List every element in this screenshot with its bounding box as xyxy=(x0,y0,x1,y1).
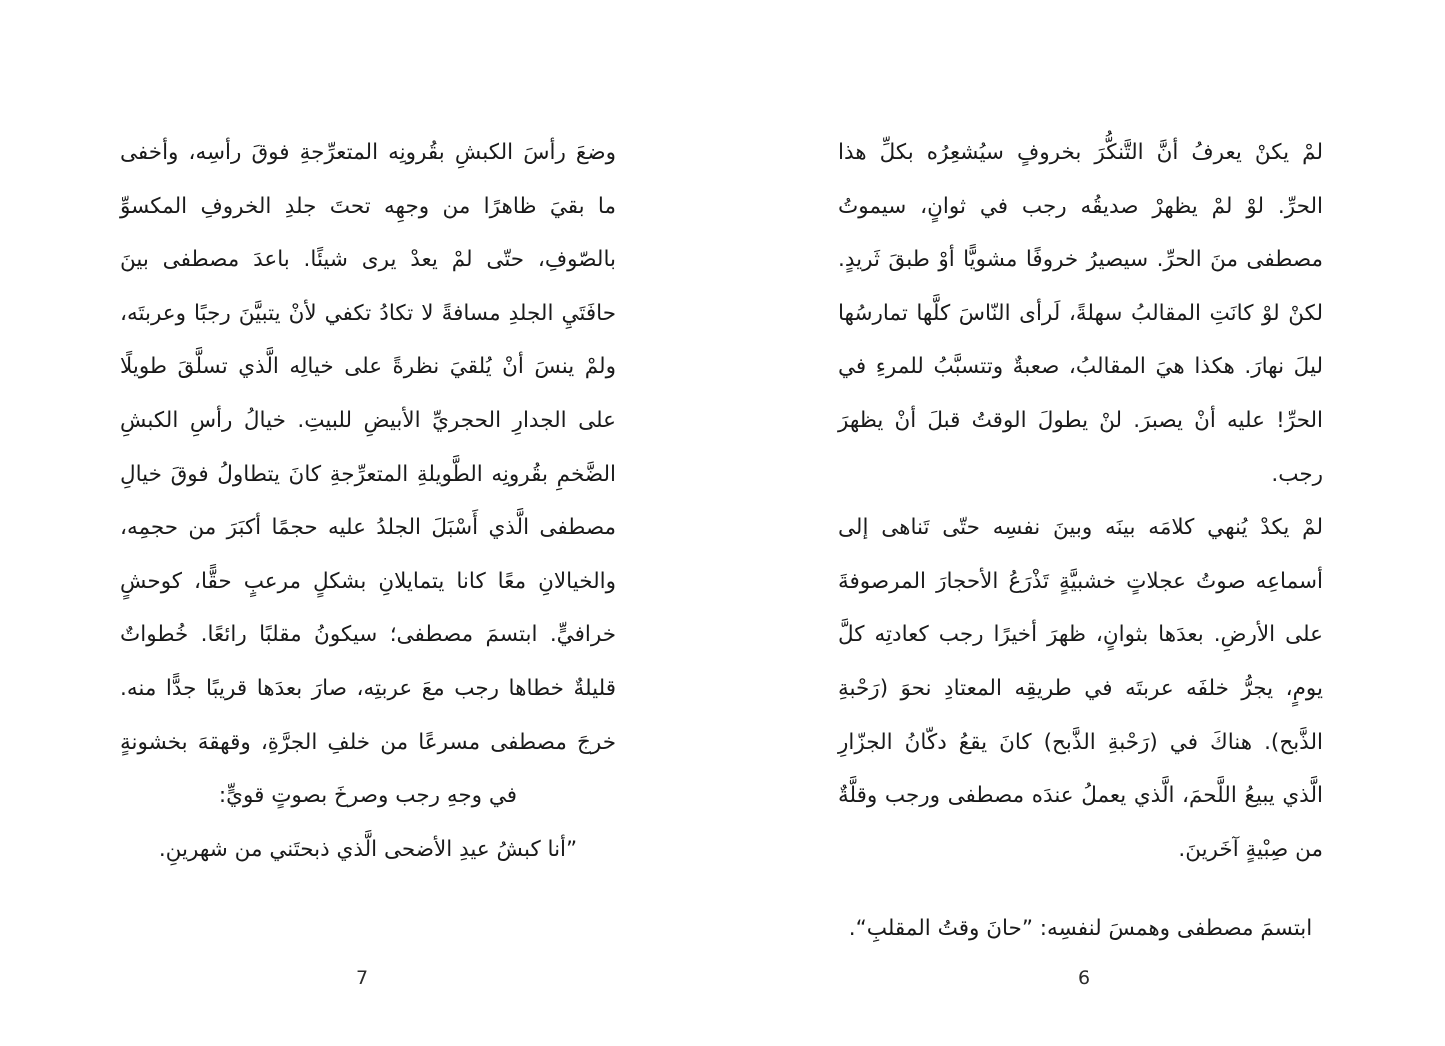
paragraph: ابتسمَ مصطفى وهمسَ لنفسِه: ”حانَ وقتُ المقلبِ“. xyxy=(848,916,1313,942)
paragraph: ”أنا كبشُ عيدِ الأضحى الَّذي ذبحتَني من شهرينِ. xyxy=(158,836,578,862)
page-right-textblock xyxy=(838,126,1323,956)
paragraph: وضعَ رأسَ الكبشِ بقُرونِه المتعرِّجةِ فوقَ رأسِه، وأخفى ما بقيَ ظاهرًا من وجهِه تحتَ جلدِ الخروفِ المكسوِّ بالصّوفِ، حتّى لمْ يعدْ يرى شيئًا. باعدَ مصطفى بينَ حافَتَيِ الجلدِ مسافةً لا تكادُ تكفي لأنْ يتبيَّنَ رجبًا وعربتَه، ولمْ ينسَ أنْ يُلقيَ نظرةً على خيالِه الَّذي تسلَّقَ طويلًا على الجدارِ الحجريِّ الأبيضِ للبيتِ. خيالُ رأسِ الكبشِ الضَّخمِ بقُرونِه الطَّويلةِ المتعرِّجةِ كانَ يتطاولُ فوقَ خيالِ مصطفى الَّذي أَسْبَلَ الجلدُ عليه حجمًا أكبَرَ من حجمِه، والخيالانِ معًا كانا يتمايلانِ بشكلٍ مرعبٍ حقًّا، كوحشٍ خرافيٍّ. ابتسمَ مصطفى؛ سيكونُ مقلبًا رائعًا. خُطواتٌ قليلةٌ خطاها رجب معَ عربتِه، صارَ بعدَها قريبًا جدًّا منه. خرجَ مصطفى مسرعًا من خلفِ الجرَّةِ، وقهقهَ بخشونةٍ في وجهِ رجب وصرخَ بصوتٍ قويٍّ: xyxy=(120,140,616,809)
page-number-left: 7 xyxy=(355,967,369,989)
page-left xyxy=(1,0,723,1046)
page-right xyxy=(723,0,1445,1046)
page-left-textblock xyxy=(120,126,616,876)
paragraph: لمْ يكدْ يُنهي كلامَه بينَه وبينَ نفسِه حتّى تَناهى إلى أسماعِه صوتُ عجلاتٍ خشبيَّةٍ تَذْرَعُ الأحجارَ المرصوفةَ على الأرضِ. بعدَها بثوانٍ، ظهرَ أخيرًا رجب كعادتِه كلَّ يومٍ، يجرُّ خلفَه عربتَه في طريقِه المعتادِ نحوَ (رَحْبةِ الذَّبح). هناكَ في (رَحْبةِ الذَّبح) كانَ يقعُ دكّانُ الجزّارِ الَّذي يبيعُ اللَّحمَ، الَّذي يعملُ عندَه مصطفى ورجب وقلَّةٌ من صِبْيةٍ آخَرينَ. xyxy=(838,515,1323,862)
paragraph: لمْ يكنْ يعرفُ أنَّ التَّنكُّرَ بخروفٍ سيُشعِرُه بكلِّ هذا الحرِّ. لوْ لمْ يظهرْ صديقُه رجب في ثوانٍ، سيموتُ مصطفى منَ الحرِّ. سيصيرُ خروفًا مشويًّا أوْ طبقَ ثَريدٍ. لكنْ لوْ كانَتِ المقالبُ سهلةً، لَرأى النّاسَ كلَّها تمارسُها ليلَ نهارَ. هكذا هيَ المقالبُ، صعبةٌ وتتسبَّبُ للمرءِ في الحرِّ! عليه أنْ يصبرَ. لنْ يطولَ الوقتُ قبلَ أنْ يظهرَ رجب. xyxy=(838,140,1323,487)
page-number-right: 6 xyxy=(1077,967,1091,989)
